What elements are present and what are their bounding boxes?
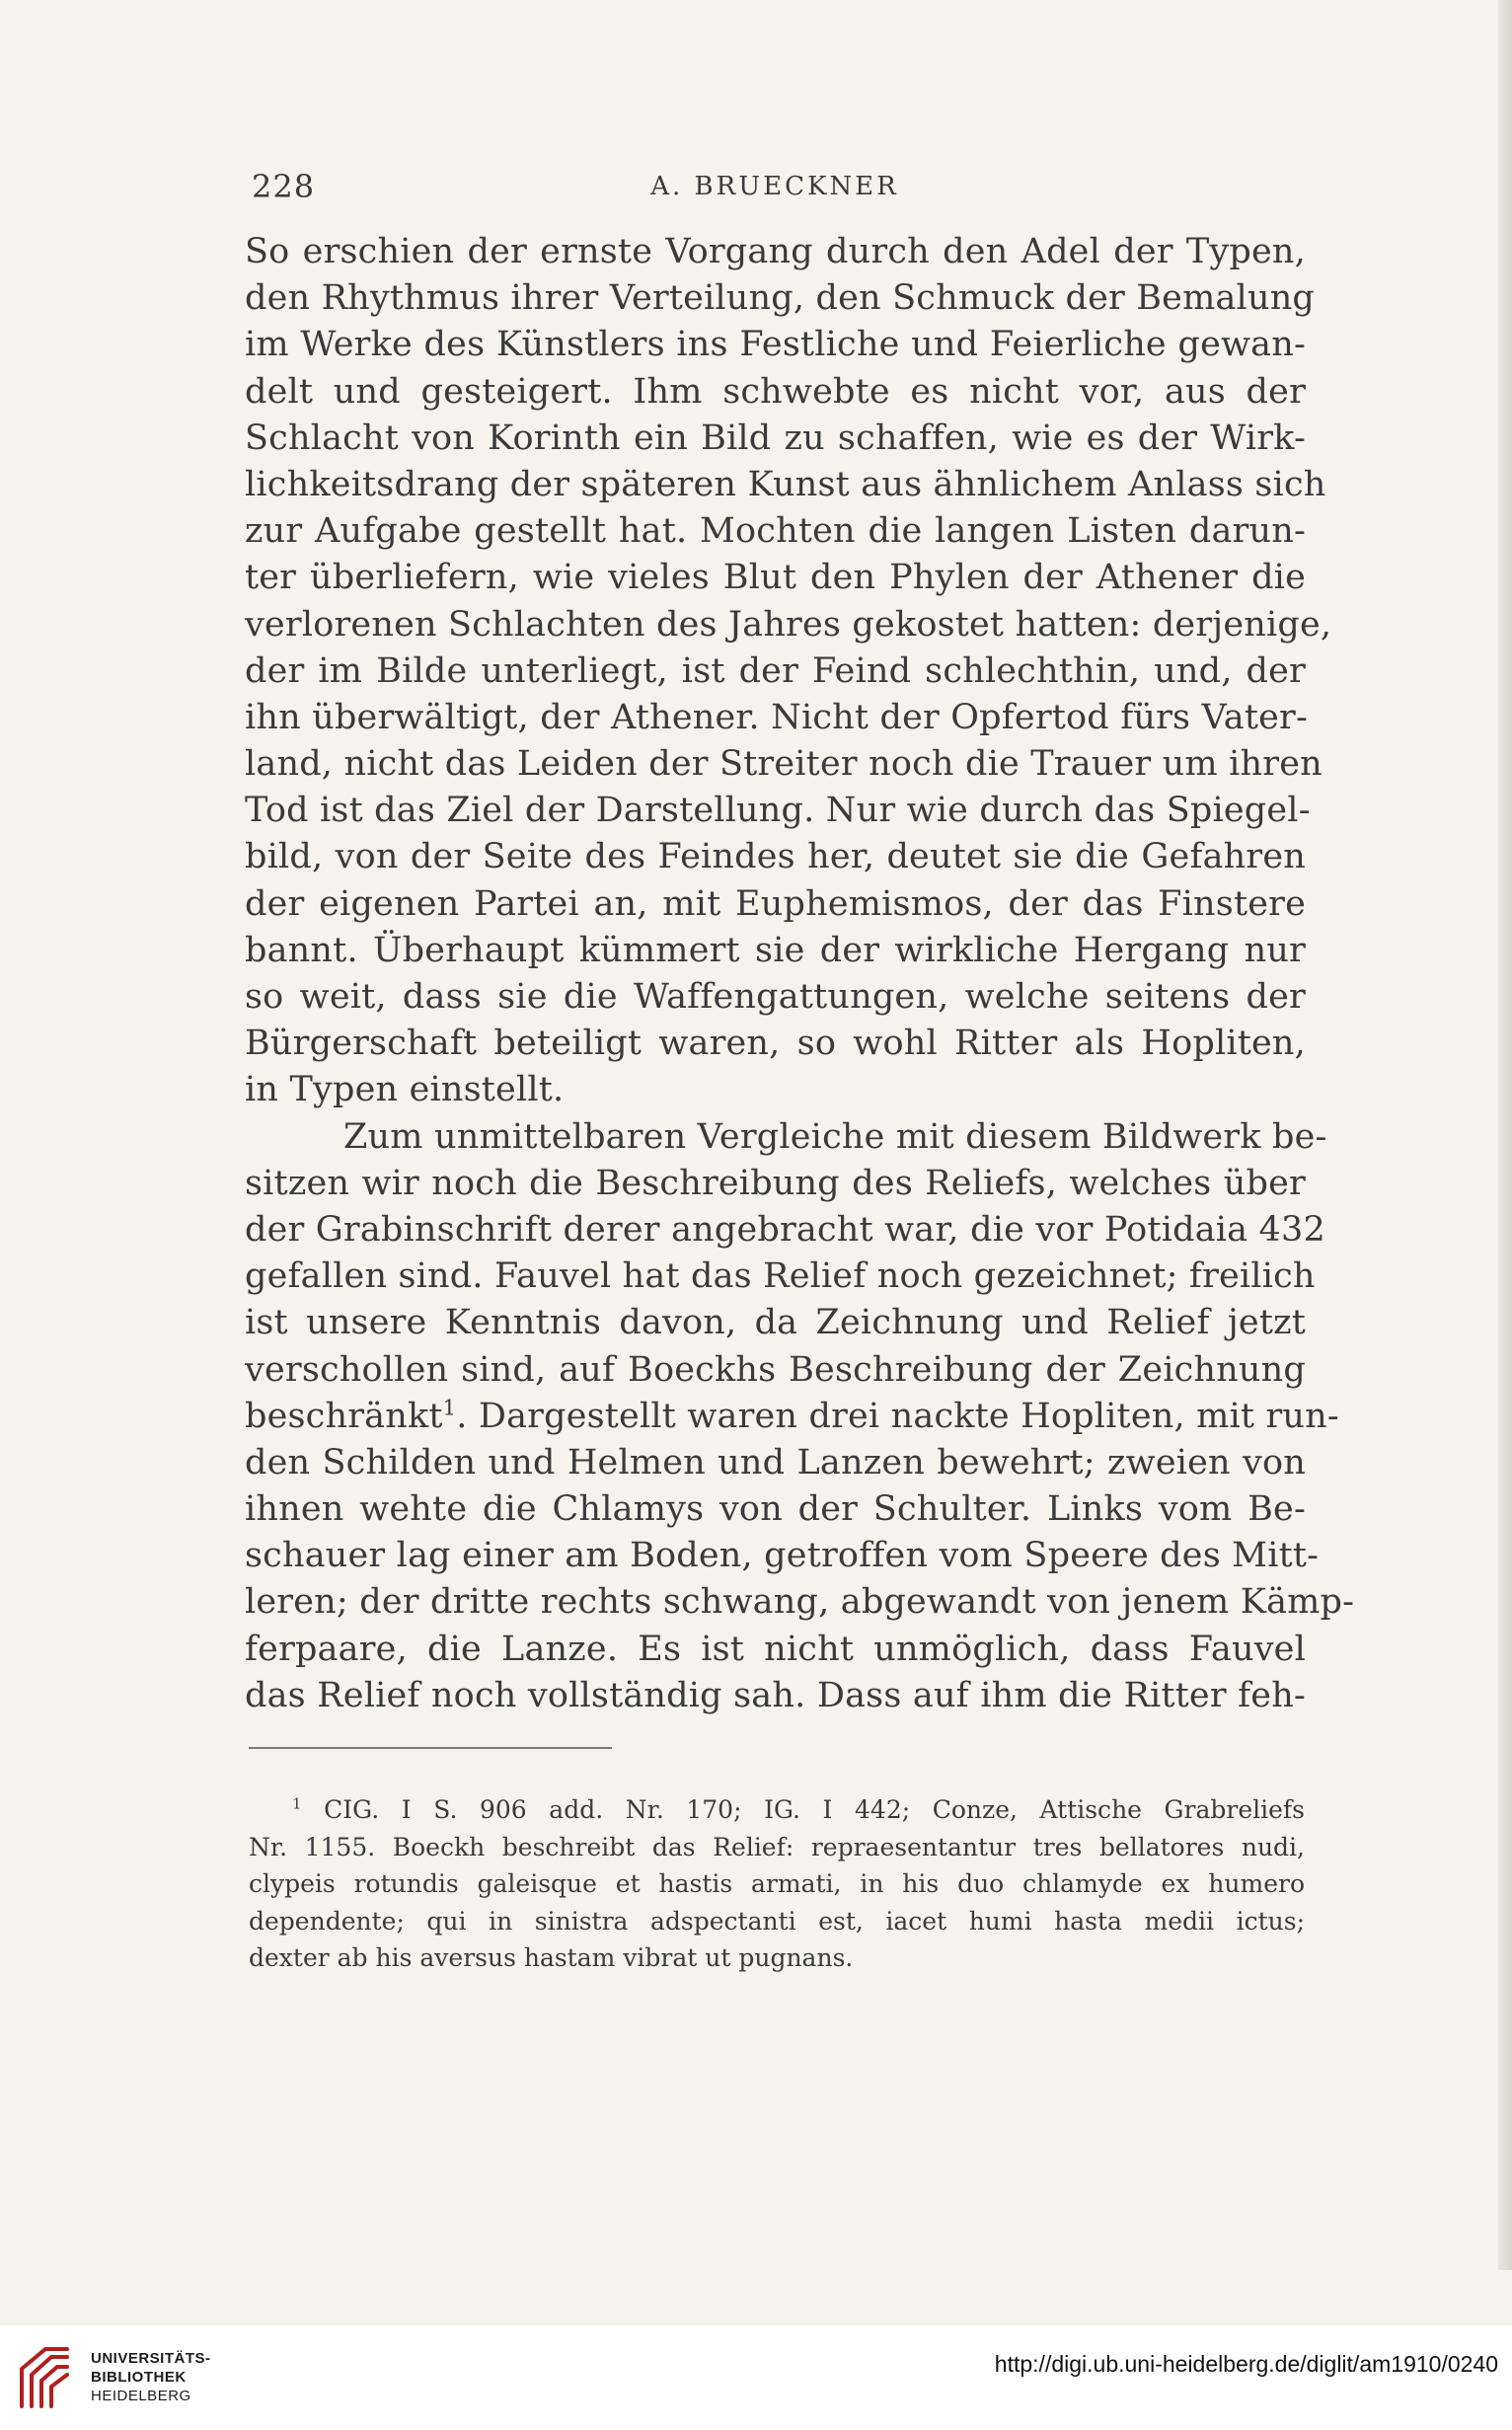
text-line: Schlacht von Korinth ein Bild zu schaffen, wie es der Wirk- bbox=[245, 418, 1306, 458]
footnote-line: dependente; qui in sinistra adspectanti est, iacet humi hasta medii ictus; bbox=[249, 1906, 1305, 1936]
text-line: delt und gesteigert. Ihm schwebte es nicht vor, aus der bbox=[245, 371, 1306, 412]
footnote-text: CIG. I S. 906 add. Nr. 170; IG. I 442; Conze, Attische Grabreliefs bbox=[324, 1795, 1305, 1824]
text-line: der im Bilde unterliegt, ist der Feind schlechthin, und, der bbox=[245, 650, 1306, 691]
logo-line: BIBLIOTHEK bbox=[91, 2369, 187, 2386]
logo-line: UNIVERSITÄTS- bbox=[91, 2350, 211, 2367]
text-line: zur Aufgabe gestellt hat. Mochten die langen Listen darun- bbox=[245, 511, 1306, 552]
body-text bbox=[245, 229, 1355, 1719]
text-line-with-footnote-ref bbox=[245, 1394, 1339, 1440]
text-line: verlorenen Schlachten des Jahres gekostet hatten: derjenige, bbox=[245, 604, 1332, 645]
text-line: leren; der dritte rechts schwang, abgewandt von jenem Kämp- bbox=[245, 1582, 1355, 1623]
text-line: lichkeitsdrang der späteren Kunst aus ähnlichem Anlass sich bbox=[245, 464, 1326, 504]
text-line: land, nicht das Leiden der Streiter noch die Trauer um ihren bbox=[245, 744, 1323, 785]
footnote-line: Nr. 1155. Boeckh beschreibt das Relief: repraesentantur tres bellatores nudi, bbox=[249, 1832, 1305, 1861]
footnote-line: clypeis rotundis galeisque et hastis armati, in his duo chlamyde ex humero bbox=[249, 1869, 1305, 1898]
text-line: ferpaare, die Lanze. Es ist nicht unmöglich, dass Fauvel bbox=[245, 1629, 1306, 1669]
footnote-line bbox=[249, 1791, 1305, 1829]
text-line: gefallen sind. Fauvel hat das Relief noch gezeichnet; freilich bbox=[245, 1256, 1316, 1297]
text-line: sitzen wir noch die Beschreibung des Reliefs, welches über bbox=[245, 1163, 1306, 1203]
footnote-line: dexter ab his aversus hastam vibrat ut pugnans. bbox=[249, 1943, 854, 1972]
text-line: ist unsere Kenntnis davon, da Zeichnung und Relief jetzt bbox=[245, 1303, 1306, 1343]
text-fragment: . Dargestellt waren drei nackte Hopliten, mit run- bbox=[456, 1396, 1339, 1436]
text-line: der eigenen Partei an, mit Euphemismos, der das Finstere bbox=[245, 883, 1306, 924]
scan-edge-shadow bbox=[1498, 0, 1512, 2270]
text-line: den Schilden und Helmen und Lanzen bewehrt; zweien von bbox=[245, 1442, 1306, 1482]
text-line: So erschien der ernste Vorgang durch den Adel der Typen, bbox=[245, 232, 1306, 271]
text-line: bild, von der Seite des Feindes her, deutet sie die Gefahren bbox=[245, 837, 1306, 877]
source-url-link[interactable]: http://digi.ub.uni-heidelberg.de/diglit/am1910/0240 bbox=[994, 2351, 1498, 2377]
text-line: verschollen sind, auf Boeckhs Beschreibung der Zeichnung bbox=[245, 1349, 1306, 1390]
text-line: der Grabinschrift derer angebracht war, die vor Potidaia 432 bbox=[245, 1209, 1325, 1250]
footnotes bbox=[249, 1791, 1305, 1977]
text-line: ter überliefern, wie vieles Blut den Phylen der Athener die bbox=[245, 558, 1306, 598]
page-number: 228 bbox=[252, 168, 316, 205]
footnote-divider bbox=[249, 1747, 612, 1749]
text-line: in Typen einstellt. bbox=[245, 1070, 565, 1110]
footnote-marker: 1 bbox=[292, 1794, 302, 1813]
text-line: Tod ist das Ziel der Darstellung. Nur wie durch das Spiegel- bbox=[245, 791, 1311, 831]
text-line: im Werke des Künstlers ins Festliche und Feierliche gewan- bbox=[245, 325, 1306, 365]
logo-line: HEIDELBERG bbox=[91, 2388, 191, 2404]
text-line: ihn überwältigt, der Athener. Nicht der Opfertod fürs Vater- bbox=[245, 697, 1309, 737]
running-head bbox=[252, 168, 1298, 217]
text-line: so weit, dass sie die Waffengattungen, welche seitens der bbox=[245, 977, 1306, 1017]
text-line: ihnen wehte die Chlamys von der Schulter. Links vom Be- bbox=[245, 1489, 1306, 1530]
text-line: schauer lag einer am Boden, getroffen vom Speere des Mitt- bbox=[245, 1536, 1320, 1576]
text-line: Bürgerschaft beteiligt waren, so wohl Ritter als Hopliten, bbox=[245, 1024, 1306, 1064]
text-line: das Relief noch vollständig sah. Dass auf ihm die Ritter feh- bbox=[245, 1675, 1306, 1715]
running-title: A. BRUECKNER bbox=[650, 172, 899, 201]
text-fragment: beschränkt bbox=[245, 1396, 443, 1436]
text-line: Zum unmittelbaren Vergleiche mit diesem Bildwerk be- bbox=[343, 1116, 1327, 1157]
text-line: den Rhythmus ihrer Verteilung, den Schmuck der Bemalung bbox=[245, 278, 1316, 319]
footnote-ref[interactable]: 1 bbox=[442, 1396, 457, 1420]
text-line: bannt. Überhaupt kümmert sie der wirkliche Hergang nur bbox=[245, 930, 1306, 970]
library-logo-icon bbox=[16, 2343, 73, 2412]
library-logo-text bbox=[91, 2349, 211, 2405]
library-footer bbox=[0, 2325, 1512, 2430]
